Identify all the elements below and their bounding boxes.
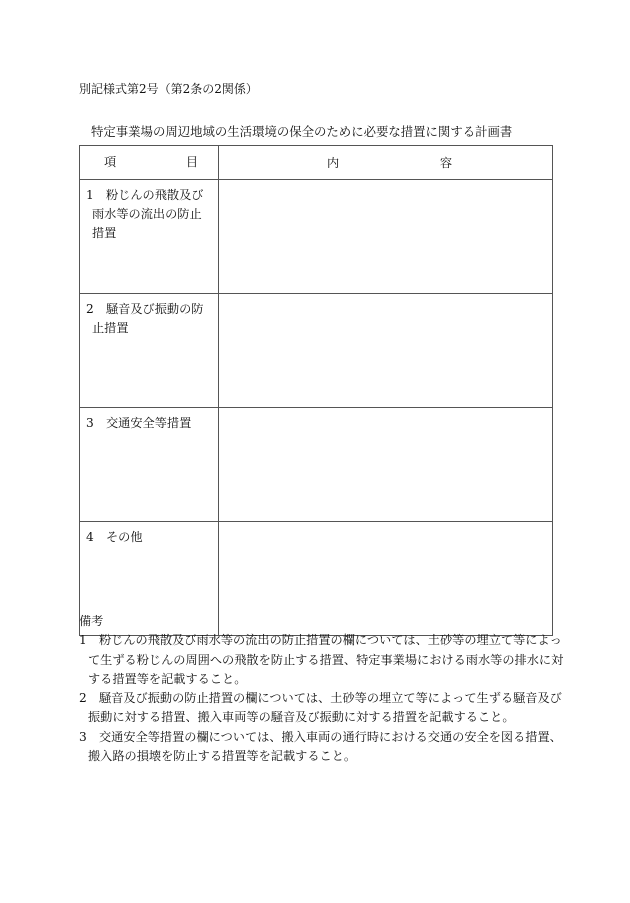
table-header-row	[80, 146, 553, 180]
remark-line: て生ずる粉じんの周囲への飛散を防止する措置、特定事業場における雨水等の排水に対	[88, 652, 564, 667]
remark-line: 3 交通安全等措置の欄については、搬入車両の通行時における交通の安全を図る措置、	[79, 729, 562, 744]
content-cell[interactable]	[219, 408, 553, 522]
header-content-char: 容	[439, 156, 452, 170]
document-title: 特定事業場の周辺地域の生活環境の保全のために必要な措置に関する計画書	[91, 124, 513, 139]
item-label: 雨水等の流出の防止	[92, 207, 202, 221]
item-dust-rainwater	[80, 180, 219, 294]
table-row	[80, 180, 553, 294]
item-noise-vibration	[80, 294, 219, 408]
item-label: 止措置	[92, 321, 129, 335]
form-number: 別記様式第2号（第2条の2関係）	[79, 82, 258, 96]
content-cell[interactable]	[219, 180, 553, 294]
remarks	[79, 612, 563, 766]
remark-line: 2 騒音及び振動の防止措置の欄については、土砂等の埋立て等によって生ずる騒音及び	[79, 691, 562, 706]
table-row	[80, 408, 553, 522]
header-content	[219, 146, 553, 180]
header-item-char: 目	[185, 155, 198, 169]
remark-line: 振動に対する措置、搬入車両等の騒音及び振動に対する措置を記載すること。	[88, 710, 515, 725]
item-label: 2 騒音及び振動の防	[86, 302, 204, 316]
remark-line: 1 粉じんの飛散及び雨水等の流出の防止措置の欄については、土砂等の埋立て等によっ	[79, 633, 562, 648]
remark-line: 搬入路の損壊を防止する措置等を記載すること。	[88, 749, 357, 764]
item-label: 4 その他	[86, 530, 143, 544]
header-item	[80, 146, 219, 180]
item-label: 措置	[92, 226, 117, 240]
header-item-char: 項	[104, 155, 117, 169]
item-label: 3 交通安全等措置	[86, 416, 192, 430]
header-content-char: 内	[327, 156, 340, 170]
table-row	[80, 294, 553, 408]
item-label: 1 粉じんの飛散及び	[86, 188, 204, 202]
plan-table	[79, 145, 553, 636]
content-cell[interactable]	[219, 294, 553, 408]
remark-line: する措置等を記載すること。	[88, 671, 247, 686]
remarks-heading: 備考	[79, 614, 104, 628]
item-traffic-safety	[80, 408, 219, 522]
